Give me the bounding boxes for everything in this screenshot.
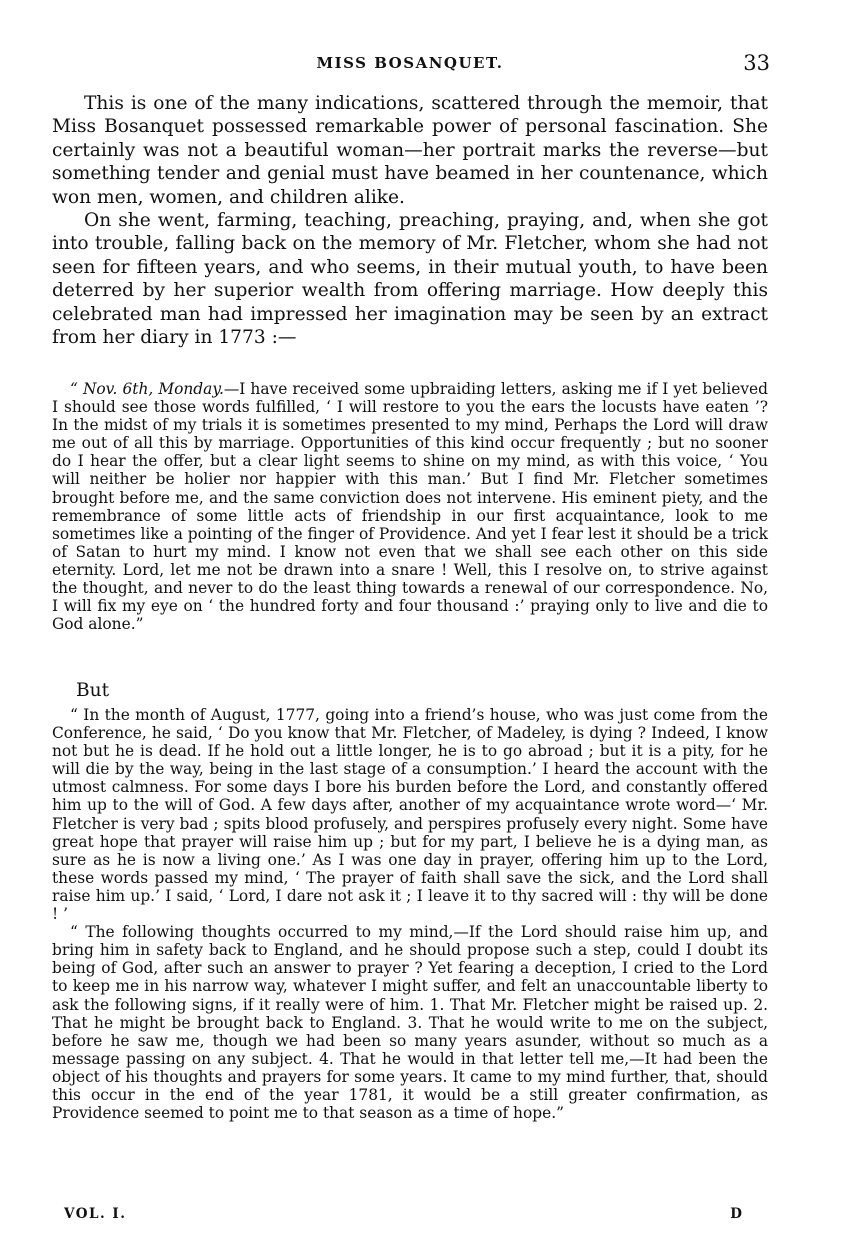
diary-entry	[52, 380, 768, 633]
paragraph-fascination: This is one of the many indications, scattered through the memoir, that Miss Bosanquet possessed remarkable power of personal fascination. She certainly was not a beautiful woman—her portrait marks the reverse—but something tender and genial must have beamed in her countenance, which won men, women, and children alike.	[52, 93, 768, 208]
signature-mark: D	[730, 1206, 742, 1222]
page-footer	[64, 1206, 742, 1228]
running-title: MISS BOSANQUET.	[316, 54, 504, 72]
main-text	[52, 92, 768, 349]
diary-extract-1773	[52, 380, 768, 633]
volume-signature: VOL. I.	[64, 1206, 127, 1222]
diary-extract-1777	[52, 706, 768, 1122]
quote-paragraph: “ The following thoughts occurred to my mind,—If the Lord should raise him up, and bring him in safety back to England, and he should propose such a step, could I doubt its being of God, after such an answer to prayer ? Yet fearing a deception, I cried to the Lord to keep me in his narrow way, whatever I might suffer, and felt an unaccountable liberty to ask the following signs, if it really were of him. 1. That Mr. Fletcher might be raised up. 2. That he might be brought back to England. 3. That he would write to me on the subject, before he saw me, though we had been so many years asunder, without so much as a message passing on any subject. 4. That he would in that letter tell me,—It had been the object of his thoughts and prayers for some years. It came to my mind further, that, should this occur in the end of the year 1781, it would be a still greater confirmation, as Providence seemed to point me to that season as a time of hope.”	[52, 923, 768, 1123]
diary-date: “ Nov. 6th, Monday.	[70, 380, 224, 398]
paragraph-fletcher: On she went, farming, teaching, preaching, praying, and, when she got into trouble, falling back on the memory of Mr. Fletcher, whom she had not seen for fifteen years, and who seems, in their mutual youth, to have been deterred by her superior wealth from offering marriage. How deeply this celebrated man had impressed her imagination may be seen by an extract from her diary in 1773 :—	[52, 210, 768, 349]
bridge-text: But	[76, 680, 110, 701]
diary-text: —I have received some upbraiding letters, asking me if I yet believed I should see those words fulfilled, ‘ I will restore to you the ears the locusts have eaten ’? In the midst of my trials it is sometimes presented to my mind, Perhaps the Lord will draw me out of all this by marriage. Opportunities of this kind occur frequently ; but no sooner do I hear the offer, but a clear light seems to shine on my mind, as with this voice, ‘ You will neither be holier nor happier with this man.’ But I find Mr. Fletcher sometimes brought before me, and the same conviction does not intervene. His eminent piety, and the remembrance of some little acts of friendship in our first acquaintance, look to me sometimes like a pointing of the finger of Providence. And yet I fear lest it should be a trick of Satan to hurt my mind. I know not even that we shall see each other on this side eternity. Lord, let me not be drawn into a snare ! Well, this I resolve on, to strive against the thought, and never to do the least thing towards a renewal of our correspondence. No, I will fix my eye on ‘ the hundred forty and four thousand :’ praying only to live and die to God alone.”	[52, 380, 768, 634]
page-number: 33	[743, 51, 770, 75]
running-head	[50, 51, 770, 78]
quote-paragraph: “ In the month of August, 1777, going into a friend’s house, who was just come from the Conference, he said, ‘ Do you know that Mr. Fletcher, of Madeley, is dying ? Indeed, I know not but he is dead. If he hold out a little longer, he is to go abroad ; but it is a pity, for he will die by the way, being in the last stage of a consumption.’ I heard the account with the utmost calmness. For some days I bore his burden before the Lord, and constantly offered him up to the will of God. A few days after, another of my acquaintance wrote word—‘ Mr. Fletcher is very bad ; spits blood profusely, and perspires profusely every night. Some have great hope that prayer will raise him up ; but for my part, I believe he is a dying man, as sure as he is now a living one.’ As I was one day in prayer, offering him up to the Lord, these words passed my mind, ‘ The prayer of faith shall save the sick, and the Lord shall raise him up.’ I said, ‘ Lord, I dare not ask it ; I leave it to thy sacred will : thy will be done ! ’	[52, 706, 768, 924]
